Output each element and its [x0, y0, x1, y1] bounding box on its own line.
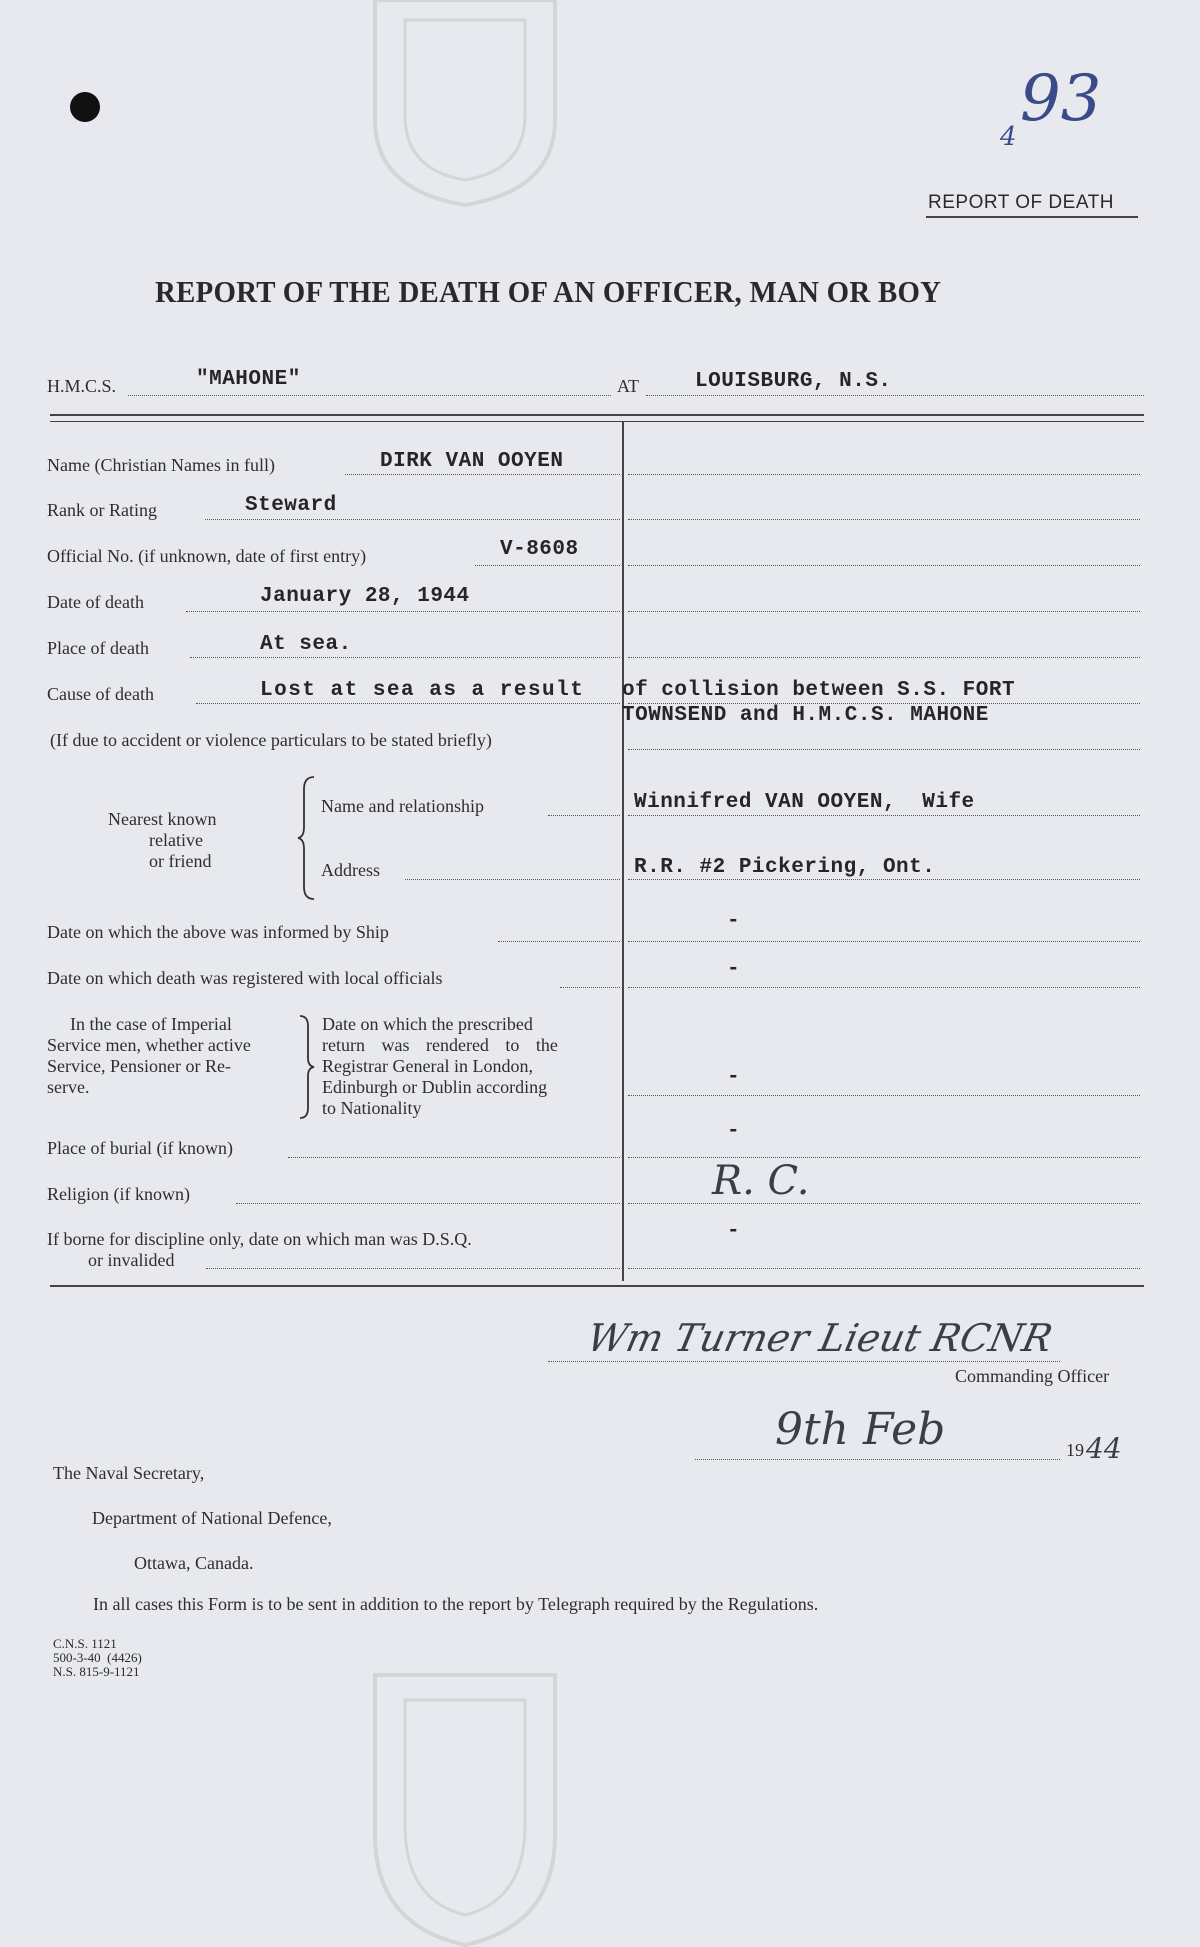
commanding-officer-label: Commanding Officer [955, 1366, 1110, 1386]
relation-label: Name and relationship [321, 796, 484, 816]
at-value: LOUISBURG, N.S. [695, 370, 892, 393]
rank-label: Rank or Rating [47, 500, 157, 520]
imperial-right-4: Edinburgh or Dublin according [322, 1077, 548, 1097]
address-value: R.R. #2 Pickering, Ont. [634, 856, 936, 879]
year-prefix: 19 [1066, 1440, 1084, 1460]
cause-note: (If due to accident or violence particulars to be stated briefly) [50, 730, 492, 750]
page-number: 93 [1020, 62, 1102, 136]
official-no-value: V-8608 [500, 538, 579, 561]
footer-instruction: In all cases this Form is to be sent in addition to the report by Telegraph required by the Regulations. [93, 1594, 819, 1614]
bottom-rule [50, 1285, 1144, 1287]
place-of-death-value: At sea. [260, 633, 352, 656]
ship-value: "MAHONE" [196, 368, 301, 391]
imperial-left-4: serve. [47, 1077, 90, 1097]
imperial-right-1: Date on which the prescribed [322, 1014, 533, 1034]
imperial-left-1: In the case of Imperial [70, 1014, 232, 1034]
date-of-death-value: January 28, 1944 [260, 585, 470, 608]
place-of-death-label: Place of death [47, 638, 149, 658]
dsq-label-2: or invalided [88, 1250, 175, 1270]
imperial-right-5: to Nationality [322, 1098, 422, 1118]
registered-value: - [727, 958, 741, 981]
nearest-label-3: or friend [149, 851, 212, 871]
cause-value-3: TOWNSEND and H.M.C.S. MAHONE [622, 704, 989, 727]
form-code-2: 500-3-40 (4426) [53, 1650, 142, 1665]
page-number-prefix: 4 [1000, 122, 1017, 152]
imperial-value: - [727, 1066, 741, 1089]
form-type-underline [926, 216, 1138, 218]
page-title: REPORT OF THE DEATH OF AN OFFICER, MAN OR BOY [155, 274, 942, 309]
brace-nearest [296, 775, 318, 901]
official-no-label: Official No. (if unknown, date of first entry) [47, 546, 367, 566]
imperial-left-3: Service, Pensioner or Re- [47, 1056, 231, 1076]
address-line-3: Ottawa, Canada. [134, 1553, 254, 1573]
burial-label: Place of burial (if known) [47, 1138, 233, 1158]
relation-value: Winnifred VAN OOYEN, Wife [634, 791, 975, 814]
dsq-value: - [727, 1220, 741, 1243]
form-code-3: N.S. 815-9-1121 [53, 1664, 140, 1679]
address-line-1: The Naval Secretary, [53, 1463, 205, 1483]
religion-label: Religion (if known) [47, 1184, 190, 1204]
address-label: Address [321, 860, 380, 880]
religion-value: R. C. [712, 1158, 810, 1204]
form-type: REPORT OF DEATH [928, 192, 1114, 213]
form-code-1: C.N.S. 1121 [53, 1636, 117, 1651]
top-rule [50, 414, 1144, 416]
dsq-label-1: If borne for discipline only, date on which man was D.S.Q. [47, 1229, 472, 1249]
ship-label: H.M.C.S. [47, 376, 117, 396]
date-signed: 9th Feb [775, 1404, 946, 1455]
crest-watermark-top [355, 0, 575, 210]
crest-watermark-bottom [355, 1665, 575, 1947]
cause-label: Cause of death [47, 684, 154, 704]
informed-label: Date on which the above was informed by Ship [47, 922, 389, 942]
date-of-death-label: Date of death [47, 592, 144, 612]
address-line-2: Department of National Defence, [92, 1508, 332, 1528]
column-divider [622, 421, 624, 1281]
at-label: AT [617, 376, 639, 396]
imperial-right-3: Registrar General in London, [322, 1056, 533, 1076]
registered-label: Date on which death was registered with local officials [47, 968, 443, 988]
informed-value: - [727, 910, 741, 933]
year-suffix: 44 [1086, 1432, 1122, 1465]
cause-value-2: of collision between S.S. FORT [622, 679, 1016, 702]
imperial-left-2: Service men, whether active [47, 1035, 251, 1055]
imperial-right-2: return was rendered to the [322, 1035, 558, 1055]
punch-hole [70, 92, 100, 122]
burial-value: - [727, 1120, 741, 1143]
nearest-label-1: Nearest known [108, 809, 217, 829]
brace-imperial [296, 1014, 316, 1120]
nearest-label-2: relative [149, 830, 203, 850]
cause-value-1: Lost at sea as a result [260, 679, 585, 702]
name-value: DIRK VAN OOYEN [380, 450, 564, 473]
name-label: Name (Christian Names in full) [47, 455, 275, 475]
rank-value: Steward [245, 494, 337, 517]
commanding-officer-signature: Wm Turner Lieut RCNR [583, 1316, 1057, 1360]
